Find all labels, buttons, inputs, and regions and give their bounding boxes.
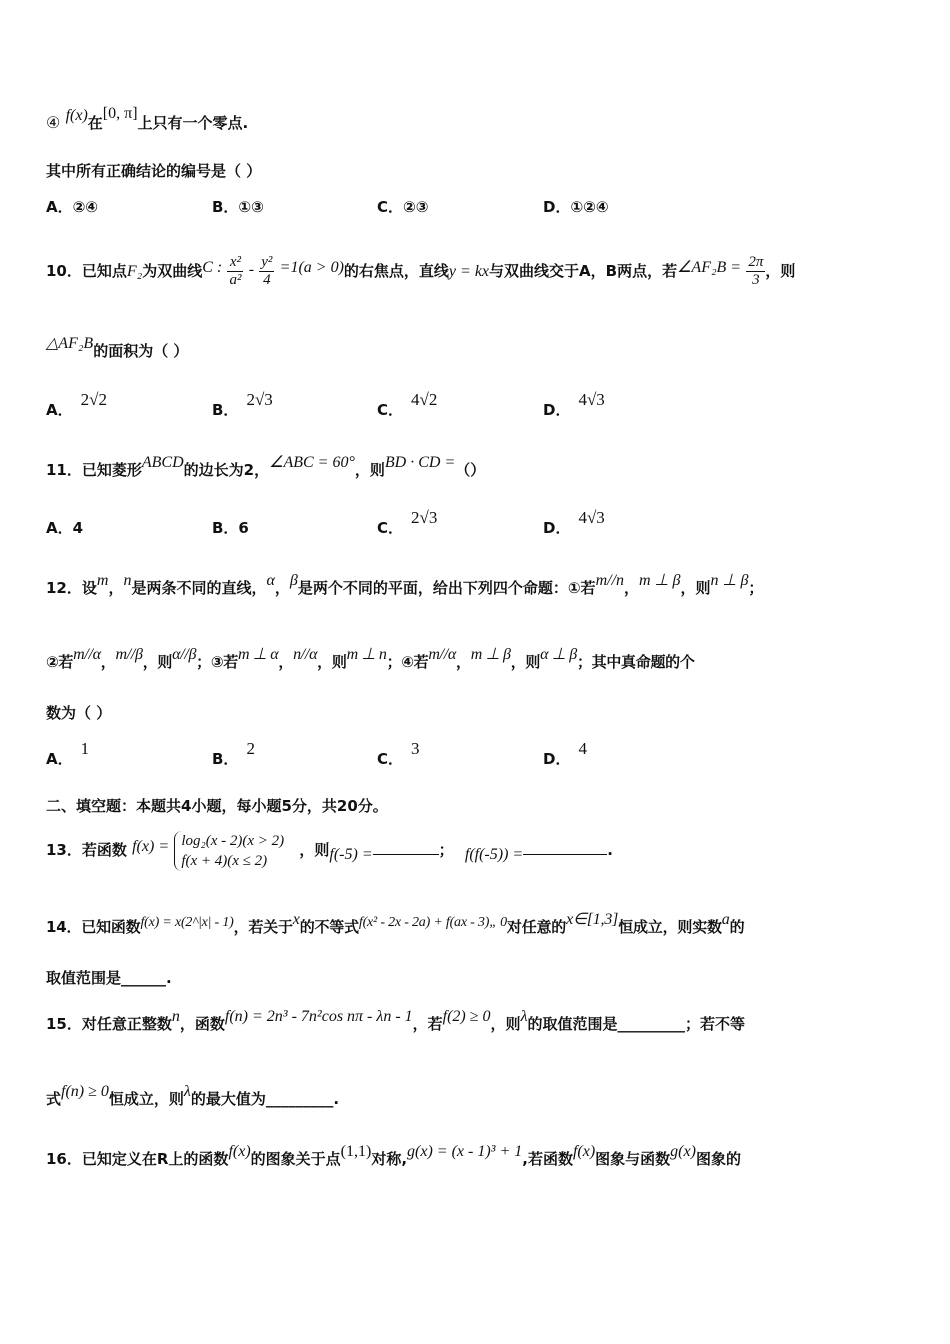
q9-option-b: B．①③ [212,198,264,216]
q14-stem: 14．已知函数f(x) = x(2^|x| - 1)，若关于x的不等式f(x² - 2x - 2a) + f(ax - 3)„ 0对任意的x∈[1,3]恒成立，则实数a的 [46,911,745,936]
q12-option-a: A．1 [46,739,90,768]
frac-2pi-3: $\frac{2\pi}{3}$ [748,254,764,288]
q10-option-a: A．2√2 [46,390,107,419]
q13-stem: 13．若函数 f(x) = log₂(x - 2)(x > 2) f(x + 4)(x ≤ 2) ，则f(-5) = ； f(f(-5)) = . [46,832,613,869]
q15-stem-2: 式f(n) ≥ 0恒成立，则λ的最大值为_________. [46,1083,340,1108]
q12-option-c: C．3 [377,739,420,768]
q11-option-c: C．2√3 [377,508,438,537]
frac-y2-4: $\frac{\text{y²}}{4}$ [261,254,273,288]
q15-stem: 15．对任意正整数n，函数f(n) = 2n³ - 7n²cos nπ - λn - 1，若f(2) ≥ 0，则λ的取值范围是_________；若不等 [46,1008,746,1033]
answer-blank[interactable] [373,840,439,855]
q9-option-d: D．①②④ [543,198,609,216]
q10-option-d: D．4√3 [543,390,605,419]
q11-option-b: B．6 [212,519,249,537]
q10-option-b: B．2√3 [212,390,273,419]
q12-stem-2: ②若m//α，m//β，则α//β；③若m ⊥ α，n//α，则m ⊥ n；④若m//α，m ⊥ β，则α ⊥ β；其中真命题的个 [46,646,695,671]
q11-stem: 11．已知菱形ABCD的边长为2，∠ABC = 60°，则BD · CD =（） [46,454,486,479]
q11-option-a: A．4 [46,519,84,537]
q12-option-d: D．4 [543,739,587,768]
q14-stem-2: 取值范围是______. [46,969,172,987]
q9-item4: ④ f(x)在[0, π]上只有一个零点. [46,105,249,132]
q10-option-c: C．4√2 [377,390,438,419]
q12-stem-3: 数为（ ） [46,704,112,722]
frac-x2-a2: $\frac{\text{x²}}{\text{a²}}$ [229,254,242,288]
q9-option-a: A．②④ [46,198,99,216]
q10-stem: 10．已知点F₂为双曲线C : $\frac{\text{x²}}{\text{a²}}$ - $\frac{\text{y²}}{4}$ =1(a > 0)的右焦点，直线y = kx与双曲线交于A，B两点，若∠AF₂B = $\frac{2\pi}{3}$ ，则 [46,254,796,288]
section-2-heading: 二、填空题：本题共4小题，每小题5分，共20分。 [46,797,388,815]
q9-option-c: C．②③ [377,198,429,216]
q16-stem: 16．已知定义在R上的函数f(x)的图象关于点(1,1)对称,g(x) = (x - 1)³ + 1,若函数f(x)图象与函数g(x)图象的 [46,1143,741,1168]
q9-question: 其中所有正确结论的编号是（ ） [46,162,262,180]
piecewise-function: log₂(x - 2)(x > 2) f(x + 4)(x ≤ 2) [174,831,284,871]
q12-stem-1: 12．设m，n是两条不同的直线，α，β是两个不同的平面，给出下列四个命题：①若m//n，m ⊥ β，则n ⊥ β； [46,572,764,597]
q10-stem-2: △AF₂B的面积为（ ） [46,335,189,360]
answer-blank[interactable] [523,840,607,855]
q12-option-b: B．2 [212,739,255,768]
q11-option-d: D．4√3 [543,508,605,537]
